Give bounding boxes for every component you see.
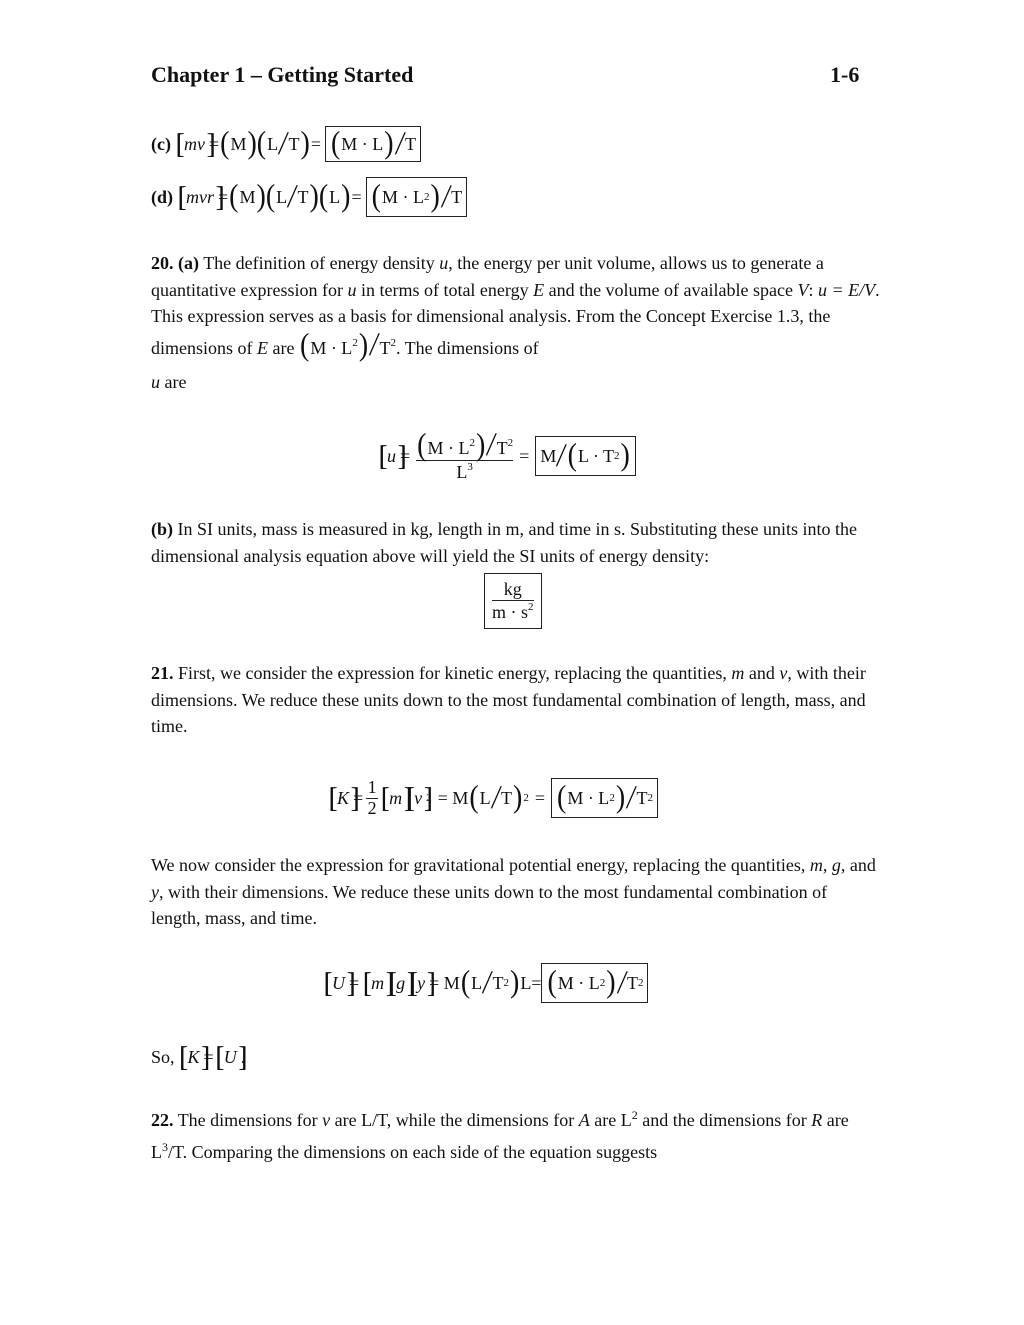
chapter-title: Chapter 1 – Getting Started [151, 62, 414, 87]
paragraph-21: 21. First, we consider the expression for kinetic energy, replacing the quantities, m and v, with their dimensions. We reduce these units down to the most fundamental combination of length, mass, and time. [151, 663, 866, 736]
equation-potential: U = m g y = M ( L / T 2 ) L= ( M · L 2 ) / T 2 [324, 962, 648, 1004]
equation-c: (c) mv = ( M )( L / T ) = ( M · L ) / T [151, 126, 421, 162]
answer-box-20b: $\frac{kg}{m \cdot s^2}$ [484, 573, 542, 629]
part-d-label: (d) [151, 186, 173, 207]
equation-d: (d) mvr = ( M )( L / T )( L ) = ( M · L 2 ) / T [151, 177, 467, 217]
equation-kinetic: K = $\frac{1}{2}$ m v 2 = M ( L / T ) 2 = ( M · L 2 ) / T 2 [329, 772, 658, 824]
part-c-label: (c) [151, 133, 171, 154]
answer-box-c: ( M · L ) / T [325, 126, 421, 162]
equation-u: u = $\frac{(M \cdot L^2)/T^2}{L^3}$ = M / ( L · T 2 ) [379, 423, 636, 489]
paragraph-20b: (b) In SI units, mass is measured in kg, length in m, and time in s. Substituting these units into the dimensional analysis equation above will yield the SI units of energy density: [151, 519, 857, 566]
answer-box-21b: ( M · L 2 ) / T 2 [541, 963, 648, 1003]
paragraph-21b: We now consider the expression for gravitational potential energy, replacing the quantities, m, g, and y, with their dimensions. We reduce these units down to the most fundamental combination of length, mass, and time. [151, 855, 876, 928]
answer-box-20a: M / ( L · T 2 ) [535, 436, 636, 476]
answer-box-d: ( M · L 2 ) / T [366, 177, 468, 217]
answer-box-21a: ( M · L 2 ) / T 2 [551, 778, 658, 818]
so-equation: So, K = U . [151, 1046, 246, 1067]
page-number: 1-6 [830, 62, 860, 87]
paragraph-22: 22. The dimensions for v are L/T, while the dimensions for A are $L^2$ and the dimensions for R are $L^3/T$. Comparing the dimensions on each side of the equation suggests [151, 1108, 849, 1162]
paragraph-20a: 20. (a) The definition of energy density u, the energy per unit volume, allows us to generate a quantitative expression for u in terms of total energy E and the volume of available space V: u = E/V. This expression serves as a basis for dimensional analysis. From the Concept Exercise 1.3, the dimensions of E are $(M \cdot L^2)/T^2$. The dimensions of u are [151, 253, 880, 392]
